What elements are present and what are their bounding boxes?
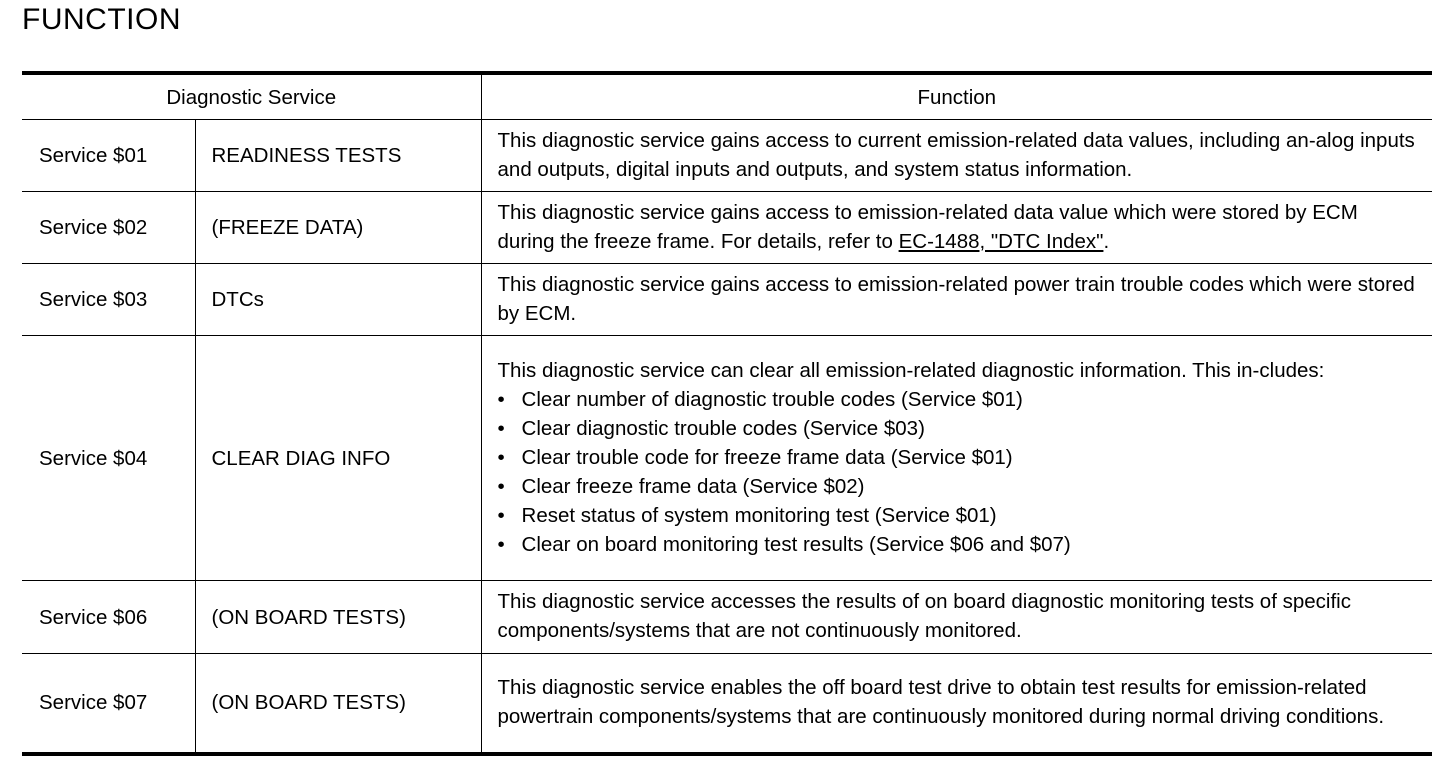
service-code: Service $02 [22, 192, 195, 264]
service-function: This diagnostic service gains access to emission-related power train trouble codes which were stored by ECM. [481, 264, 1432, 336]
list-item: • Clear on board monitoring test results (Service $06 and $07) [498, 530, 1418, 559]
list-item: • Reset status of system monitoring test (Service $01) [498, 501, 1418, 530]
service-name: CLEAR DIAG INFO [195, 336, 481, 581]
service-name: (ON BOARD TESTS) [195, 654, 481, 754]
table-row [22, 192, 1432, 264]
diagnostic-service-table [22, 71, 1432, 756]
list-item: • Clear number of diagnostic trouble codes (Service $01) [498, 385, 1418, 414]
service-function: This diagnostic service gains access to current emission-related data values, including an-alog inputs and outputs, digital inputs and outputs, and system status information. [481, 120, 1432, 192]
list-item: • Clear trouble code for freeze frame data (Service $01) [498, 443, 1418, 472]
header-function: Function [481, 73, 1432, 120]
function-intro: This diagnostic service can clear all emission-related diagnostic information. This in-cludes: [497, 358, 1325, 382]
section-title: FUNCTION [22, 3, 181, 36]
table-header-row [22, 73, 1432, 120]
service-code: Service $01 [22, 120, 195, 192]
service-name: (FREEZE DATA) [195, 192, 481, 264]
dtc-index-link[interactable]: EC-1488, "DTC Index" [898, 229, 1104, 253]
service-code: Service $04 [22, 336, 195, 581]
service-code: Service $07 [22, 654, 195, 754]
service-function: This diagnostic service enables the off board test drive to obtain test results for emission-related powertrain components/systems that are continuously monitored during normal driving conditions. [481, 654, 1432, 754]
table-row [22, 581, 1432, 654]
service-function: This diagnostic service accesses the results of on board diagnostic monitoring tests of specific components/systems that are not continuously monitored. [481, 581, 1432, 654]
service-function [481, 192, 1432, 264]
function-text: This diagnostic service gains access to emission-related data value which were stored by ECM during the freeze frame. For details, refer to [497, 200, 1358, 253]
table-row [22, 264, 1432, 336]
list-item: • Clear diagnostic trouble codes (Service $03) [498, 414, 1418, 443]
service-code: Service $06 [22, 581, 195, 654]
service-name: READINESS TESTS [195, 120, 481, 192]
service-name: (ON BOARD TESTS) [195, 581, 481, 654]
function-suffix: . [1103, 229, 1110, 253]
clear-items-list [498, 385, 1418, 559]
list-item: • Clear freeze frame data (Service $02) [498, 472, 1418, 501]
header-diagnostic-service: Diagnostic Service [22, 73, 481, 120]
service-code: Service $03 [22, 264, 195, 336]
table-row [22, 336, 1432, 581]
table-row [22, 120, 1432, 192]
service-name: DTCs [195, 264, 481, 336]
service-function [481, 336, 1432, 581]
table-row [22, 654, 1432, 754]
